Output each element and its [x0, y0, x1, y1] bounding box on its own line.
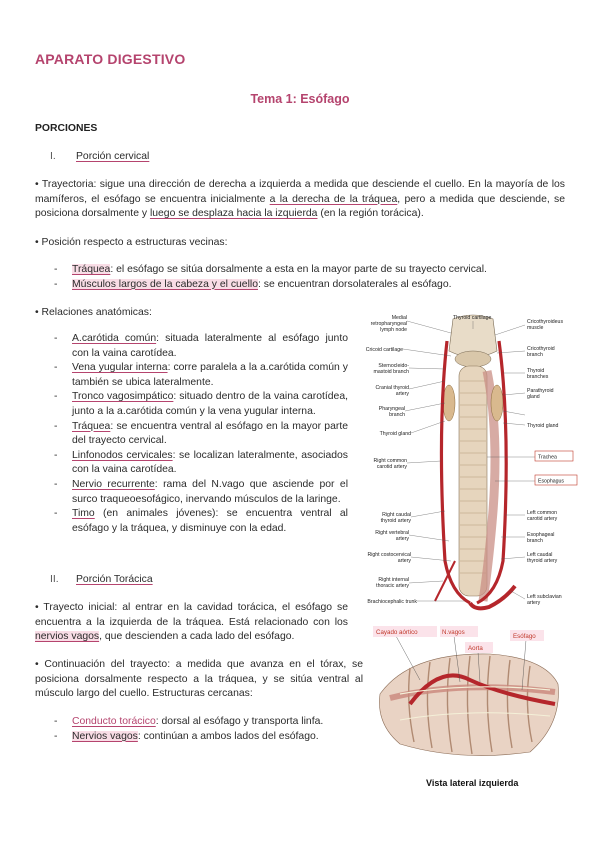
fig-label: Cricothyroid [527, 346, 555, 352]
list-item: - Tráquea: se encuentra ventral al esófago en la mayor parte del trayecto cervical. [54, 420, 348, 447]
trayecto-inicial-paragraph: • Trayecto inicial: al entrar en la cavidad torácica, el esófago se encuentra a la izquierda de la tráquea. Está relacionado con los nervios vagos, que descienden a cada lado del esófago. [35, 602, 348, 643]
fig-label: Left caudal [527, 552, 553, 558]
fig2-label: N.vagos [442, 629, 465, 636]
fig-label: Pharyngeal [378, 406, 405, 412]
fig-label: Trachea [538, 454, 557, 461]
fig-label: Right common [373, 458, 407, 464]
fig-label-top: Thyroid cartilage [453, 315, 492, 321]
section-numeral: II. [50, 574, 59, 585]
fig-label: Esophagus [538, 478, 564, 485]
list-item: - Nervio recurrente: rama del N.vago que asciende por el surco traqueoesofágico, inervando músculos de la laringe. [54, 478, 348, 505]
fig-label: artery [397, 558, 411, 564]
fig-label: Cranial thyroid [375, 385, 409, 391]
fig-label: retropharyngeal [370, 321, 407, 327]
section-label: Porción cervical [76, 151, 150, 162]
fig-label: lymph node [380, 327, 407, 333]
list-item: - A.carótida común: situada lateralmente al esófago junto con la vaina carotídea. [54, 333, 349, 359]
posicion-heading: • Posición respecto a estructuras vecinas: [35, 237, 228, 248]
fig-label: gland [527, 394, 540, 400]
section-toracica-heading [50, 573, 153, 588]
fig-label: mastoid branch [373, 369, 409, 375]
fig-label: Right internal [378, 577, 409, 583]
fig-label: thyroid artery [380, 518, 411, 524]
fig-label: Cricoid cartilage [365, 347, 403, 353]
fig-label: artery [395, 391, 409, 397]
fig-label: muscle [527, 325, 544, 331]
fig-label: Thyroid [527, 368, 545, 374]
fig-label: branch [389, 412, 405, 418]
fig-label: Left subclavian [527, 594, 562, 600]
fig-label: branch [527, 352, 543, 358]
fig-label: Thyroid gland [379, 431, 411, 437]
fig-label: artery [395, 536, 409, 542]
fig2-label: Cayado aórtico [376, 629, 418, 636]
fig-label: carotid artery [376, 464, 407, 470]
thoracic-lateral-figure [370, 624, 565, 764]
section-label: Porción Torácica [76, 574, 153, 585]
cervical-anatomy-figure [365, 311, 580, 615]
list-item: - Linfonodos cervicales: se localizan lateralmente, asociados con la vaina carotídea. [54, 449, 348, 476]
fig-label: carotid artery [527, 516, 558, 522]
posicion-list [35, 263, 565, 292]
section-cervical-heading [50, 150, 149, 165]
list-item: - Tronco vagosimpático: situado dentro de la vaina carotídea, junto a la a.carótida común y la vena yugular interna. [54, 391, 348, 417]
fig-label: Right vertebral [375, 530, 409, 536]
fig-label: Parathyroid [527, 388, 554, 394]
fig-label: Brachiocephalic trunk [367, 599, 417, 605]
fig-label: Cricothyroideus [527, 319, 564, 325]
fig-label: Sternocleido- [378, 363, 409, 369]
section-numeral: I. [50, 151, 56, 162]
relaciones-list [35, 332, 348, 536]
fig2-label: Aorta [468, 645, 483, 652]
porciones-heading: PORCIONES [35, 123, 98, 134]
main-title: APARATO DIGESTIVO [35, 51, 186, 67]
fig-label: Right caudal [382, 512, 411, 518]
list-item: - Músculos largos de la cabeza y el cuello: se encuentran dorsolaterales al esófago. [54, 278, 452, 290]
list-item: - Nervios vagos: continúan a ambos lados del esófago. [54, 730, 319, 742]
fig-label: Thyroid gland [527, 423, 559, 429]
estructuras-list [35, 715, 348, 744]
fig-label: thyroid artery [527, 558, 558, 564]
fig2-label: Esófago [513, 633, 536, 640]
fig-label: artery [527, 600, 541, 606]
continuacion-paragraph: • Continuación del trayecto: a medida que avanza en el tórax, se posiciona dorsalmente respecto a la tráquea, y se sitúa ventral al músculo largo del cuello. Estructuras cercanas: [35, 659, 363, 700]
fig-label: Right costocervical [367, 552, 411, 558]
list-item: - Timo (en animales jóvenes): se encuentra ventral al esófago y la tráquea, y disminuye con la edad. [54, 508, 348, 534]
fig-label: thoracic artery [376, 583, 409, 589]
fig-label: branches [527, 374, 549, 380]
list-item: - Tráquea: el esófago se sitúa dorsalmente a esta en la mayor parte de su trayecto cervical. [54, 264, 487, 275]
fig-label: branch [527, 538, 543, 544]
fig-label: Medial [391, 315, 407, 321]
topic-title: Tema 1: Esófago [250, 92, 350, 106]
list-item: - Vena yugular interna: corre paralela a la a.carótida común y también se ubica lateralmente. [54, 362, 348, 388]
trayectoria-paragraph: • Trayectoria: sigue una dirección de derecha a izquierda a medida que desciende el cuello. En la mayoría de los mamíferos, el esófago se encuentra inicialmente a la derecha de la tráquea, pero a medida que desciende, se posiciona dorsalmente y luego se desplaza hacia la izquierda (en la región torácica). [35, 179, 565, 220]
fig-label: Esophageal [527, 532, 555, 538]
figure-caption: Vista lateral izquierda [426, 778, 519, 788]
list-item: - Conducto torácico: dorsal al esófago y transporta linfa. [54, 716, 324, 727]
relaciones-heading: • Relaciones anatómicas: [35, 307, 152, 318]
fig-label: Left common [527, 510, 557, 516]
